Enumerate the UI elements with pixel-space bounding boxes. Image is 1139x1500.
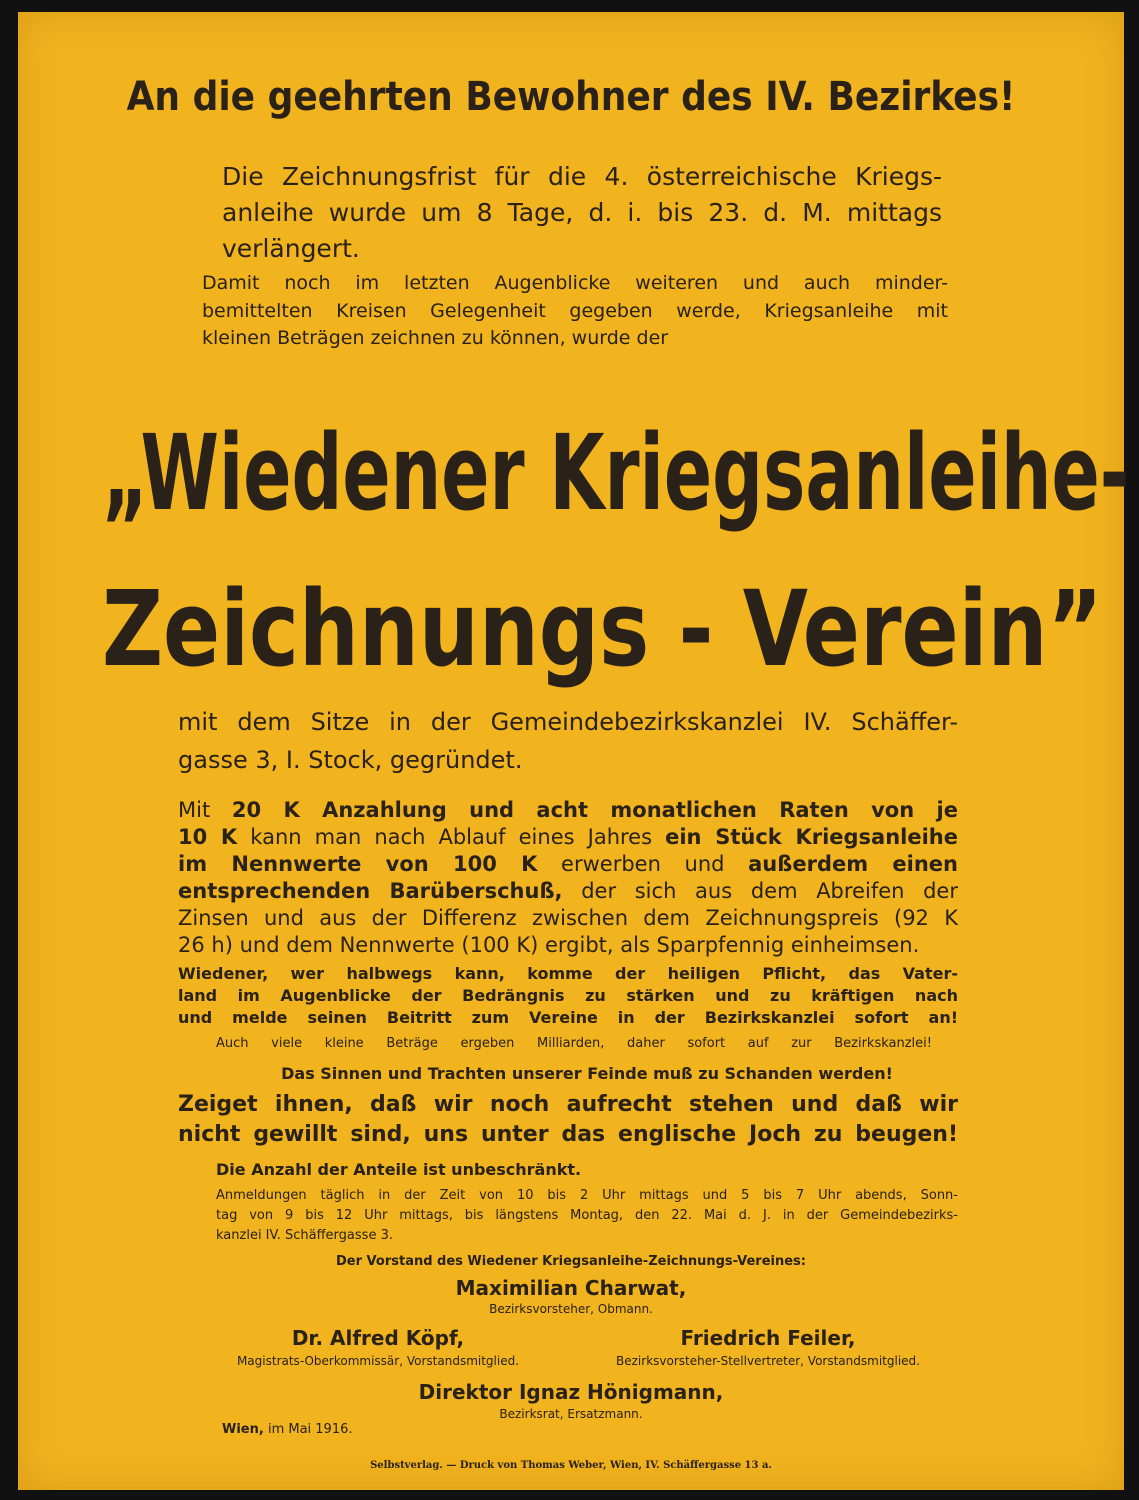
alternate-role: Bezirksrat, Ersatzmann. xyxy=(499,1407,643,1421)
right-signatory-role: Bezirksvorsteher-Stellvertreter, Vorstandsmitglied. xyxy=(616,1354,920,1368)
para6: Auch viele kleine Beträge ergeben Milliarden, daher sofort auf zur Bezirkskanzlei! xyxy=(216,1036,932,1051)
para4-segment: Zinsen und aus der Differenz zwischen dem Zeichnungspreis (92 K xyxy=(178,906,958,930)
para4-segment: 26 h) und dem Nennwerte (100 K) ergibt, als Sparpfennig einheimsen. xyxy=(178,933,920,957)
para5-line-3: und melde seinen Beitritt zum Vereine in der Bezirkskanzlei sofort an! xyxy=(178,1008,958,1027)
title-line-2: Zeichnungs - Verein” xyxy=(102,568,1103,690)
para10-line-3: kanzlei IV. Schäffergasse 3. xyxy=(216,1228,393,1243)
para3-line-1: mit dem Sitze in der Gemeindebezirkskanzlei IV. Schäffer- xyxy=(178,708,958,736)
para10-line-1: Anmeldungen täglich in der Zeit von 10 bis 2 Uhr mittags und 5 bis 7 Uhr abends, Sonn- xyxy=(216,1188,958,1203)
para4-line-4 xyxy=(178,879,958,903)
para4-segment: kann man nach Ablauf eines Jahres xyxy=(237,825,666,849)
title-line-1: „Wiedener Kriegsanleihe- xyxy=(102,412,1130,534)
para1-line-3: verlängert. xyxy=(222,234,360,263)
para4-line-1 xyxy=(178,798,958,822)
poster-sheet xyxy=(18,12,1130,1490)
para5-line-1: Wiedener, wer halbwegs kann, komme der heiligen Pflicht, das Vater- xyxy=(178,964,958,983)
para4-line-2 xyxy=(178,825,958,849)
para4-segment: 20 K Anzahlung und acht monatlichen Raten von je xyxy=(231,798,958,822)
para4-line-5 xyxy=(178,906,958,930)
para10-line-2: tag von 9 bis 12 Uhr mittags, bis längstens Montag, den 22. Mai d. J. in der Gemeindebezirks- xyxy=(216,1208,958,1223)
right-signatory-name: Friedrich Feiler, xyxy=(680,1326,856,1350)
para1-line-1: Die Zeichnungsfrist für die 4. österreichische Kriegs- xyxy=(222,162,942,191)
para4-line-3 xyxy=(178,852,958,876)
para1-line-2: anleihe wurde um 8 Tage, d. i. bis 23. d. M. mittags xyxy=(222,198,942,227)
para2-line-1: Damit noch im letzten Augenblicke weiteren und auch minder- xyxy=(202,272,948,294)
alternate-name: Direktor Ignaz Hönigmann, xyxy=(418,1380,724,1404)
para4-segment: ein Stück Kriegsanleihe xyxy=(665,825,958,849)
headline: An die geehrten Bewohner des IV. Bezirkes! xyxy=(126,74,1016,120)
para4-segment: erwerben und xyxy=(537,852,749,876)
para8-line-1: Zeiget ihnen, daß wir noch aufrecht stehen und daß wir xyxy=(178,1092,958,1117)
para4-segment: 10 K xyxy=(178,825,238,849)
board-title: Der Vorstand des Wiedener Kriegsanleihe-Zeichnungs-Vereines: xyxy=(336,1254,806,1269)
left-signatory-name: Dr. Alfred Köpf, xyxy=(291,1326,465,1350)
para4-segment: im Nennwerte von 100 K xyxy=(178,852,538,876)
para7: Das Sinnen und Trachten unserer Feinde muß zu Schanden werden! xyxy=(281,1064,893,1083)
para2-line-2: bemittelten Kreisen Gelegenheit gegeben werde, Kriegsanleihe mit xyxy=(202,300,948,322)
place: Wien, xyxy=(222,1422,264,1437)
place-date xyxy=(222,1422,353,1437)
para4-line-6 xyxy=(178,933,958,957)
para4-segment: Mit xyxy=(178,798,232,822)
date: im Mai 1916. xyxy=(267,1422,353,1437)
para4-segment: entsprechenden Barüberschuß, xyxy=(178,879,563,903)
para4-segment: der sich aus dem Abreifen der xyxy=(562,879,958,903)
chair-role: Bezirksvorsteher, Obmann. xyxy=(489,1302,653,1316)
para2-line-3: kleinen Beträgen zeichnen zu können, wurde der xyxy=(202,327,669,349)
printer-footer: Selbstverlag. — Druck von Thomas Weber, Wien, IV. Schäffergasse 13 a. xyxy=(370,1460,772,1471)
para4-segment: außerdem einen xyxy=(748,852,958,876)
para8-line-2: nicht gewillt sind, uns unter das englische Joch zu beugen! xyxy=(178,1122,958,1147)
left-signatory-role: Magistrats-Oberkommissär, Vorstandsmitglied. xyxy=(236,1354,520,1368)
para5-line-2: land im Augenblicke der Bedrängnis zu stärken und zu kräftigen nach xyxy=(178,986,958,1005)
para3-line-2: gasse 3, I. Stock, gegründet. xyxy=(178,746,523,774)
chair-name: Maximilian Charwat, xyxy=(455,1276,687,1300)
para9: Die Anzahl der Anteile ist unbeschränkt. xyxy=(216,1160,582,1179)
